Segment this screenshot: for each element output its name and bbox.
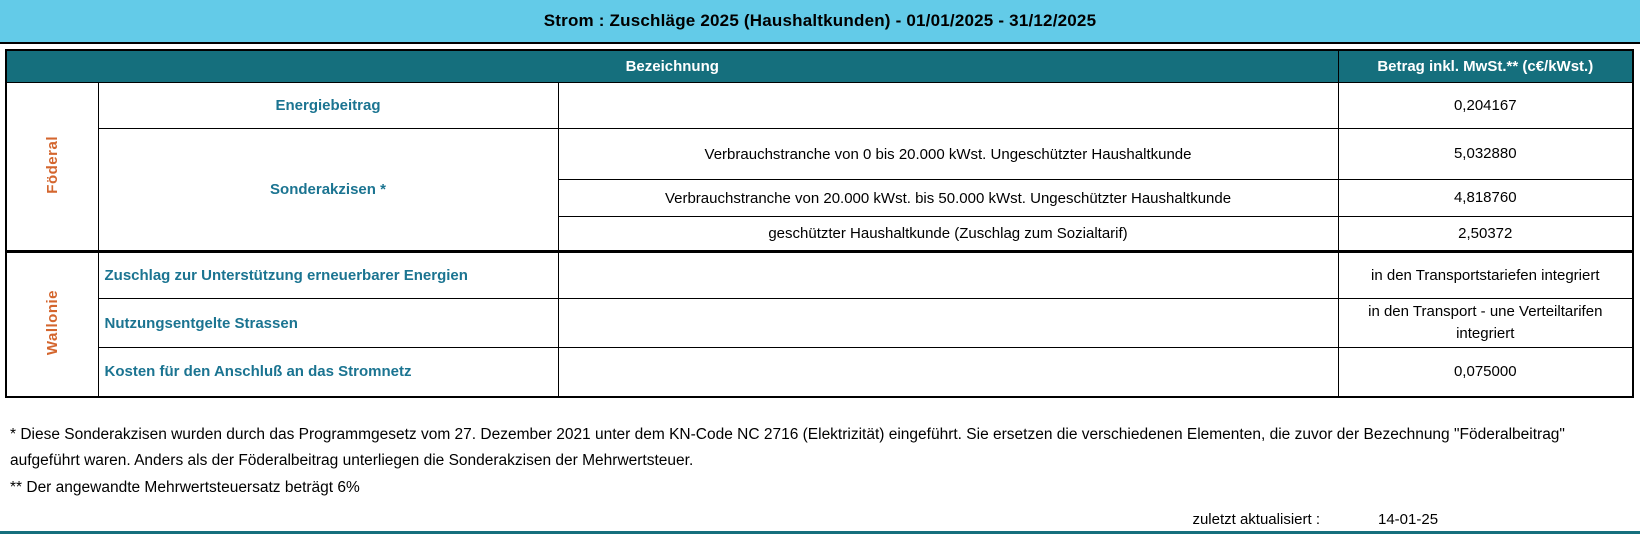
row-label-nutzungsentgelte: Nutzungsentgelte Strassen [98,299,558,348]
footnote-sonderakzisen-line1: * Diese Sonderakzisen wurden durch das Programmgesetz vom 27. Dezember 2021 unter dem KN-Code NC 2716 (Elektrizität) eingeführt. Sie ersetzen die verschiedenen Elementen, die zuvor der Bezechnung "Föderalbeitrag" [10,426,1565,443]
column-header-betrag: Betrag inkl. MwSt.** (c€/kWst.) [1338,50,1633,83]
region-cell-wallonie [6,252,98,397]
footnote-mwst: ** Der angewandte Mehrwertsteuersatz beträgt 6% [10,479,360,496]
page-title: Strom : Zuschläge 2025 (Haushaltkunden) - 01/01/2025 - 31/12/2025 [0,0,1640,44]
region-cell-federal [6,83,98,252]
region-label-federal: Föderal [43,135,61,194]
row-desc-tranche-3: geschützter Haushaltkunde (Zuschlag zum Sozialtarif) [558,217,1338,252]
row-label-anschluss-stromnetz: Kosten für den Anschluß an das Stromnetz [98,348,558,397]
row-value-anschluss-stromnetz: 0,075000 [1338,348,1633,397]
row-value-nutzungsentgelte: in den Transport - une Verteiltarifen integriert [1338,299,1633,348]
region-label-wallonie: Wallonie [43,289,61,355]
table-row [6,83,1633,129]
column-header-bezeichnung: Bezeichnung [6,50,1338,83]
row-value-energiebeitrag: 0,204167 [1338,83,1633,129]
row-value-tranche-3: 2,50372 [1338,217,1633,252]
row-desc-tranche-2: Verbrauchstranche von 20.000 kWst. bis 50.000 kWst. Ungeschützter Haushaltkunde [558,180,1338,217]
row-value-tranche-2: 4,818760 [1338,180,1633,217]
row-desc-tranche-1: Verbrauchstranche von 0 bis 20.000 kWst. Ungeschützter Haushaltkunde [558,129,1338,180]
table-row [6,299,1633,348]
table-header-row [6,50,1633,83]
footnote-sonderakzisen-line2: aufgeführt waren. Anders als der Föderalbeitrag unterliegen die Sonderakzisen der Mehrwertsteuer. [10,452,694,469]
row-desc-empty [558,299,1338,348]
last-updated-date: 14-01-25 [1378,511,1439,528]
last-updated-label: zuletzt aktualisiert : [1192,511,1320,528]
row-desc-empty [558,83,1338,129]
row-label-sonderakzisen: Sonderakzisen * [98,129,558,252]
table-row [6,348,1633,397]
row-value-erneuerbare-energien: in den Transportstariefen integriert [1338,252,1633,299]
surcharge-table [5,49,1634,398]
row-label-erneuerbare-energien: Zuschlag zur Unterstützung erneuerbarer Energien [98,252,558,299]
row-value-tranche-1: 5,032880 [1338,129,1633,180]
row-desc-empty [558,348,1338,397]
row-desc-empty [558,252,1338,299]
row-label-energiebeitrag: Energiebeitrag [98,83,558,129]
table-row [6,129,1633,180]
table-row [6,252,1633,299]
